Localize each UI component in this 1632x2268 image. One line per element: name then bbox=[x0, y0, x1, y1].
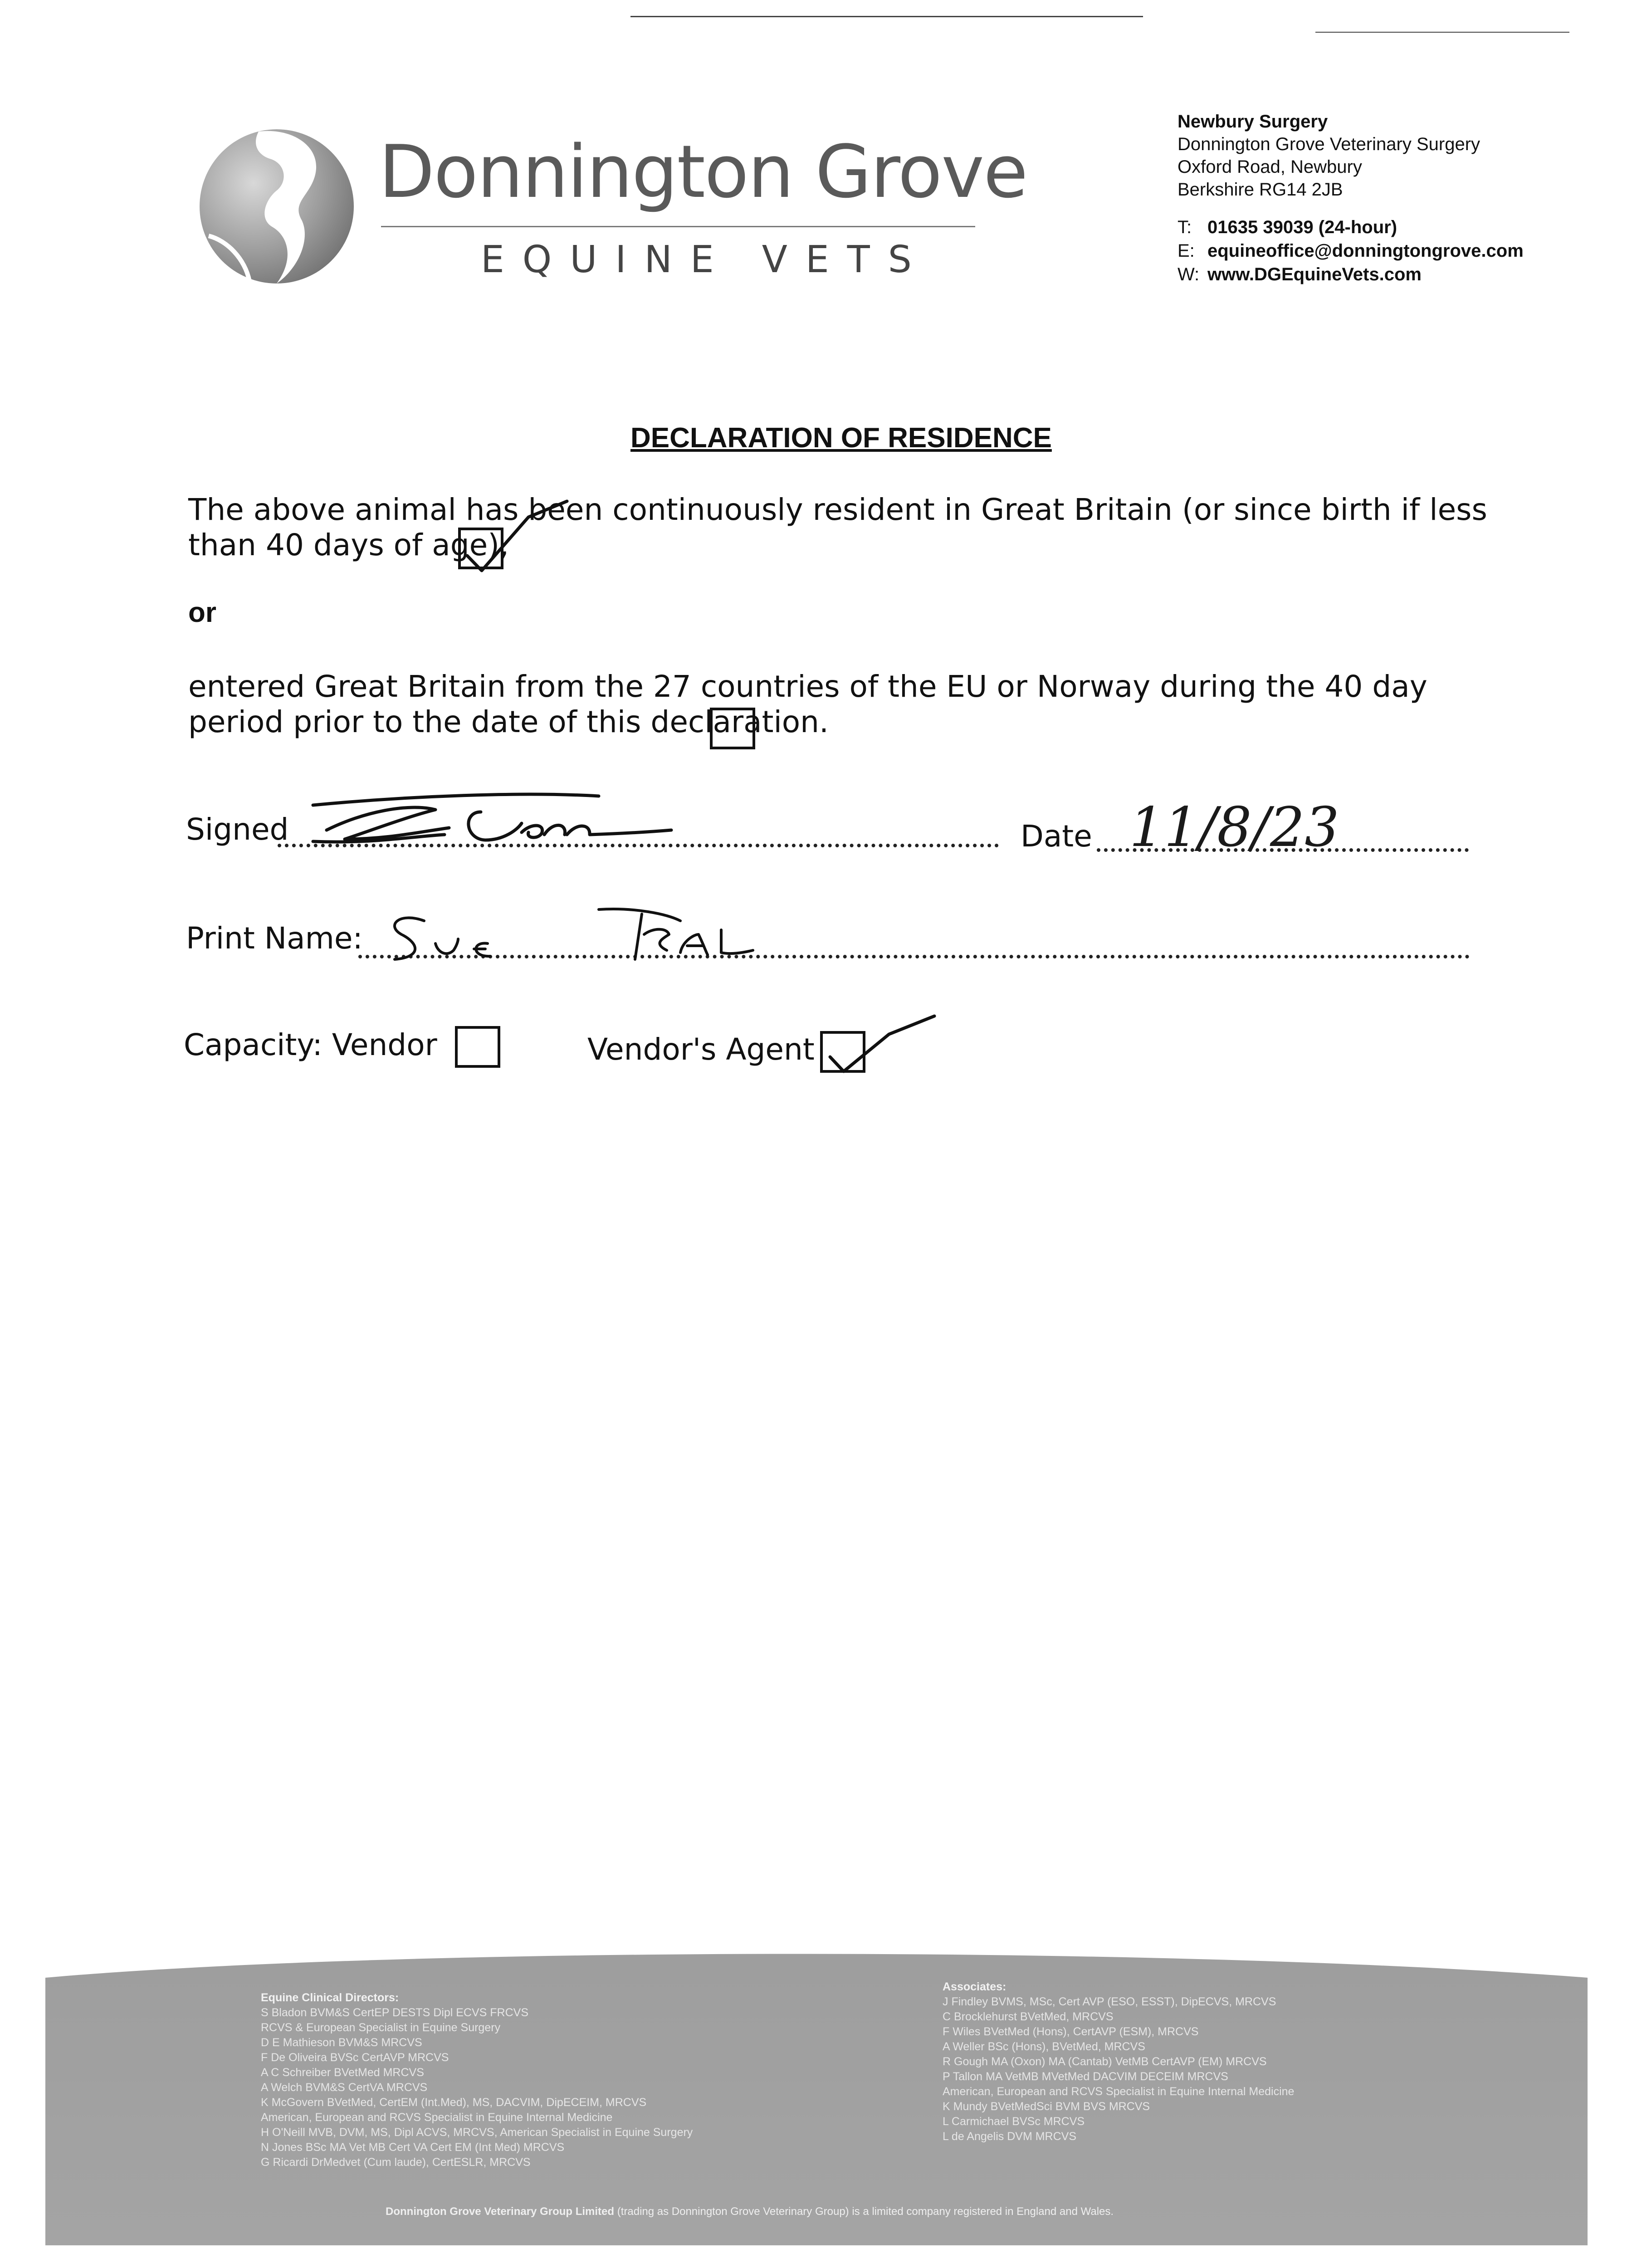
vendor-checkbox[interactable] bbox=[455, 1026, 500, 1068]
date-label: Date bbox=[1021, 819, 1092, 854]
director-entry: A Welch BVM&S CertVA MRCVS bbox=[261, 2081, 428, 2094]
document-title: DECLARATION OF RESIDENCE bbox=[630, 422, 1052, 454]
associate-entry: J Findley BVMS, MSc, Cert AVP (ESO, ESST), DipECVS, MRCVS bbox=[943, 1995, 1276, 2008]
directors-heading: Equine Clinical Directors: bbox=[261, 1991, 399, 2004]
associates-heading: Associates: bbox=[943, 1980, 1007, 1993]
phone-label: T: bbox=[1178, 217, 1192, 237]
email-address: equineoffice@donningtongrove.com bbox=[1207, 241, 1524, 261]
vendors-agent-label: Vendor's Agent bbox=[587, 1032, 815, 1067]
signature-scribble bbox=[313, 794, 599, 842]
capacity-vendor-label: Capacity: Vendor bbox=[184, 1027, 437, 1062]
director-entry: A C Schreiber BVetMed MRCVS bbox=[261, 2066, 424, 2079]
company-registration: (trading as Donnington Grove Veterinary Group) is a limited company registered in England and Wales. bbox=[617, 2205, 1114, 2218]
associate-entry: K Mundy BVetMedSci BVM BVS MRCVS bbox=[943, 2100, 1150, 2113]
date-value: 11/8/23 bbox=[1129, 796, 1339, 859]
entered-checkbox[interactable] bbox=[710, 708, 755, 749]
brand-divider bbox=[381, 226, 975, 227]
director-entry: N Jones BSc MA Vet MB Cert VA Cert EM (Int Med) MRCVS bbox=[261, 2141, 565, 2154]
associates-list bbox=[943, 1980, 1294, 2144]
address-line: Oxford Road, Newbury bbox=[1178, 157, 1362, 177]
scan-artifact-line bbox=[1315, 32, 1569, 33]
director-entry: K McGovern BVetMed, CertEM (Int.Med), MS, DACVIM, DipECEIM, MRCVS bbox=[261, 2096, 647, 2109]
associate-entry: L de Angelis DVM MRCVS bbox=[943, 2130, 1077, 2143]
signature-line[interactable] bbox=[278, 844, 999, 847]
associate-entry: R Gough MA (Oxon) MA (Cantab) VetMB CertAVP (EM) MRCVS bbox=[943, 2055, 1267, 2068]
director-entry: S Bladon BVM&S CertEP DESTS Dipl ECVS FRCVS bbox=[261, 2006, 529, 2019]
associate-entry: L Carmichael BVSc MRCVS bbox=[943, 2115, 1085, 2128]
associate-entry: A Weller BSc (Hons), BVetMed, MRCVS bbox=[943, 2040, 1145, 2053]
phone-number: 01635 39039 (24-hour) bbox=[1207, 217, 1397, 237]
statement-entered: entered Great Britain from the 27 countries of the EU or Norway during the 40 day period prior to the date of this declaration. bbox=[188, 669, 1427, 739]
director-entry: F De Oliveira BVSc CertAVP MRCVS bbox=[261, 2051, 449, 2064]
associate-entry: American, European and RCVS Specialist in Equine Internal Medicine bbox=[943, 2085, 1295, 2098]
associate-entry: P Tallon MA VetMB MVetMed DACVIM DECEIM MRCVS bbox=[943, 2070, 1228, 2083]
signature-scribble bbox=[469, 812, 671, 840]
website: www.DGEquineVets.com bbox=[1207, 264, 1422, 284]
contact-details bbox=[1178, 215, 1524, 286]
brand-subtitle: EQUINE VETS bbox=[481, 238, 930, 281]
address-line: Berkshire RG14 2JB bbox=[1178, 180, 1343, 200]
email-label: E: bbox=[1178, 241, 1195, 261]
print-name-scribble bbox=[395, 918, 490, 959]
print-name-label: Print Name: bbox=[186, 921, 363, 956]
signed-label: Signed bbox=[186, 812, 289, 847]
footer-legal-notice bbox=[386, 2205, 1114, 2218]
vendors-agent-checkbox[interactable] bbox=[820, 1031, 865, 1073]
director-entry: G Ricardi DrMedvet (Cum laude), CertESLR, MRCVS bbox=[261, 2156, 531, 2169]
surgery-name: Newbury Surgery bbox=[1178, 112, 1328, 132]
director-entry: RCVS & European Specialist in Equine Surgery bbox=[261, 2021, 501, 2034]
directors-list bbox=[261, 1990, 693, 2170]
print-name-scribble bbox=[599, 909, 753, 959]
horse-logo-icon bbox=[191, 122, 363, 286]
associate-entry: F Wiles BVetMed (Hons), CertAVP (ESM), MRCVS bbox=[943, 2025, 1199, 2038]
director-entry: D E Mathieson BVM&S MRCVS bbox=[261, 2036, 422, 2049]
web-label: W: bbox=[1178, 264, 1200, 284]
surgery-address bbox=[1178, 110, 1480, 201]
director-entry: H O'Neill MVB, DVM, MS, Dipl ACVS, MRCVS, American Specialist in Equine Surgery bbox=[261, 2126, 693, 2139]
brand-name: Donnington Grove bbox=[379, 129, 1027, 214]
or-separator: or bbox=[188, 597, 216, 628]
footer-band bbox=[0, 1946, 1632, 2268]
address-line: Donnington Grove Veterinary Surgery bbox=[1178, 134, 1481, 154]
director-entry: American, European and RCVS Specialist in Equine Internal Medicine bbox=[261, 2111, 613, 2124]
company-name: Donnington Grove Veterinary Group Limited bbox=[386, 2205, 615, 2218]
resident-checkbox[interactable] bbox=[458, 528, 503, 569]
associate-entry: C Brocklehurst BVetMed, MRCVS bbox=[943, 2010, 1114, 2023]
scan-artifact-line bbox=[630, 16, 1143, 17]
print-name-line[interactable] bbox=[358, 955, 1470, 958]
statement-resident: The above animal has been continuously resident in Great Britain (or since birth if less than 40 days of age), bbox=[188, 492, 1487, 562]
